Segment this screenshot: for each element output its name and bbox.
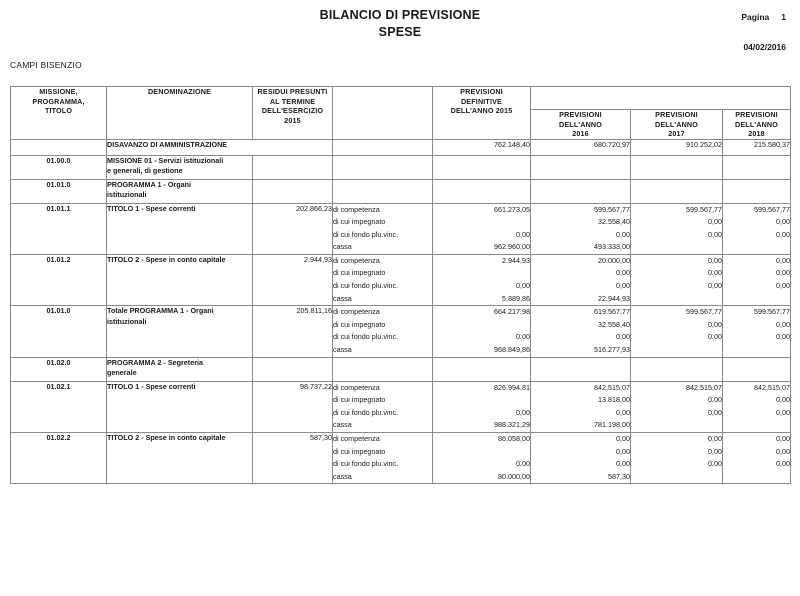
row-value-2016 bbox=[531, 155, 631, 179]
table-row bbox=[11, 357, 791, 381]
value-fondo-2016: 0,00 bbox=[616, 332, 630, 342]
value-cassa-2018 bbox=[723, 419, 790, 432]
row-code: 01.01.0 bbox=[11, 306, 107, 357]
value-impegnato-2017: 0,00 bbox=[708, 268, 722, 278]
col-2018-line1: PREVISIONI bbox=[735, 110, 778, 119]
value-competenza-2018: 842.515,07 bbox=[754, 382, 791, 392]
value-cassa-2018 bbox=[723, 293, 790, 306]
row-denominazione: DISAVANZO DI AMMINISTRAZIONE bbox=[107, 139, 333, 155]
value-competenza-definitive: 826.994,81 bbox=[494, 382, 530, 392]
value-competenza-2017: 599.567,77 bbox=[686, 307, 722, 317]
value-cassa-definitive: 988.321,29 bbox=[494, 420, 530, 430]
page-number: 1 bbox=[781, 12, 786, 22]
col-res-line4: 2015 bbox=[284, 115, 301, 125]
table-row bbox=[11, 203, 791, 254]
value-impegnato-2016: 32.558,40 bbox=[598, 217, 630, 227]
row-kind bbox=[333, 357, 433, 381]
col-2017-line3: 2017 bbox=[668, 129, 685, 138]
value-fondo-definitive: 0,00 bbox=[516, 459, 530, 469]
kind-competenza: di competenza bbox=[333, 434, 380, 443]
row-value-residui: 2.944,93 bbox=[253, 254, 333, 305]
value-fondo-2016: 0,00 bbox=[616, 407, 630, 417]
value-competenza-2017: 0,00 bbox=[708, 434, 722, 443]
value-fondo-2018: 0,00 bbox=[776, 407, 791, 417]
value-impegnato-2016: 32.558,40 bbox=[598, 319, 630, 329]
col-2018-line3: 2018 bbox=[748, 129, 765, 138]
column-header-kind-blank bbox=[333, 87, 433, 140]
kind-cassa: cassa bbox=[333, 471, 352, 481]
value-fondo-2018: 0,00 bbox=[776, 281, 791, 291]
value-competenza-2016: 842.515,07 bbox=[594, 382, 630, 392]
kind-impegnato: di cui impegnato bbox=[333, 319, 386, 329]
value-impegnato-2017: 0,00 bbox=[708, 217, 722, 227]
kind-competenza: di competenza bbox=[333, 382, 380, 392]
col-code-line3: TITOLO bbox=[44, 106, 73, 115]
value-fondo-2016: 0,00 bbox=[616, 281, 630, 291]
column-header-denominazione: DENOMINAZIONE bbox=[107, 87, 253, 140]
value-fondo-definitive: 0,00 bbox=[516, 332, 530, 342]
value-fondo-definitive: 0,00 bbox=[516, 281, 530, 291]
row-value-residui: 202.866,23 bbox=[253, 203, 333, 254]
row-values-2017 bbox=[631, 433, 723, 484]
kind-fondo: di cui fondo plu.vinc. bbox=[333, 459, 399, 469]
value-impegnato-2018: 0,00 bbox=[776, 217, 791, 227]
value-competenza-2016: 619.567,77 bbox=[594, 307, 630, 317]
table-header-row-top bbox=[11, 87, 791, 110]
column-header-year-2018 bbox=[723, 110, 791, 140]
row-denominazione-line2: istituzionali bbox=[107, 189, 147, 199]
table-row bbox=[11, 433, 791, 484]
row-values-2016 bbox=[531, 306, 631, 357]
row-values-2017 bbox=[631, 254, 723, 305]
value-cassa-2018 bbox=[723, 344, 790, 357]
row-value-residui bbox=[253, 155, 333, 179]
value-fondo-2017: 0,00 bbox=[708, 281, 722, 291]
value-cassa-2017 bbox=[631, 293, 722, 306]
col-2017-line2: DELL'ANNO bbox=[655, 119, 698, 129]
row-value-2018 bbox=[723, 179, 791, 203]
row-values-2018 bbox=[723, 433, 791, 484]
row-value-definitive: 762.148,40 bbox=[433, 139, 531, 155]
value-fondo-2017: 0,00 bbox=[708, 407, 722, 417]
kind-cassa: cassa bbox=[333, 345, 352, 355]
table-body bbox=[11, 139, 791, 484]
value-competenza-2018: 0,00 bbox=[776, 255, 791, 265]
value-impegnato-2018: 0,00 bbox=[776, 395, 791, 405]
value-competenza-2018: 599.567,77 bbox=[754, 204, 791, 214]
col-code-line1: MISSIONE, bbox=[39, 87, 78, 96]
value-cassa-definitive: 962.960,00 bbox=[494, 242, 530, 252]
row-values-2017 bbox=[631, 203, 723, 254]
col-def-line1: PREVISIONI bbox=[460, 87, 503, 96]
document-date: 04/02/2016 bbox=[743, 42, 786, 52]
value-impegnato-2016: 13.818,00 bbox=[598, 395, 630, 405]
value-competenza-2017: 0,00 bbox=[708, 255, 722, 265]
col-2018-line2: DELL'ANNO bbox=[735, 119, 778, 129]
entity-name: CAMPI BISENZIO bbox=[10, 60, 82, 70]
row-values-2018 bbox=[723, 306, 791, 357]
value-competenza-2016: 0,00 bbox=[616, 434, 630, 443]
row-value-residui: 98.737,22 bbox=[253, 381, 333, 432]
document-subtitle: SPESE bbox=[378, 25, 422, 39]
kind-competenza: di competenza bbox=[333, 307, 380, 317]
col-code-line2: PROGRAMMA, bbox=[32, 96, 85, 106]
col-res-line1: RESIDUI PRESUNTI bbox=[257, 87, 328, 96]
value-impegnato-2016: 0,00 bbox=[616, 268, 630, 278]
value-impegnato-2017: 0,00 bbox=[708, 395, 722, 405]
kind-fondo: di cui fondo plu.vinc. bbox=[333, 407, 399, 417]
kind-cassa: cassa bbox=[333, 420, 352, 430]
value-cassa-2016: 587,30 bbox=[608, 471, 630, 481]
row-code: 01.02.1 bbox=[11, 381, 107, 432]
budget-table bbox=[10, 86, 791, 484]
column-header-year-2017 bbox=[631, 110, 723, 140]
row-values-definitive bbox=[433, 203, 531, 254]
value-impegnato-2018: 0,00 bbox=[776, 319, 791, 329]
col-2016-line1: PREVISIONI bbox=[559, 110, 602, 119]
row-value-2018 bbox=[723, 155, 791, 179]
value-cassa-2018 bbox=[723, 241, 790, 254]
value-impegnato-2018: 0,00 bbox=[776, 268, 791, 278]
value-impegnato-2016: 0,00 bbox=[616, 446, 630, 456]
column-header-code bbox=[11, 87, 107, 140]
row-value-2016 bbox=[531, 179, 631, 203]
row-code: 01.00.0 bbox=[11, 155, 107, 179]
value-competenza-2017: 842.515,07 bbox=[686, 382, 722, 392]
value-fondo-2018: 0,00 bbox=[776, 229, 791, 239]
row-denominazione bbox=[107, 357, 253, 381]
column-header-previsioni-definitive bbox=[433, 87, 531, 140]
row-kind-stack bbox=[333, 203, 433, 254]
row-values-2016 bbox=[531, 433, 631, 484]
value-fondo-2017: 0,00 bbox=[708, 332, 722, 342]
kind-fondo: di cui fondo plu.vinc. bbox=[333, 281, 399, 291]
row-kind-stack bbox=[333, 433, 433, 484]
row-code: 01.02.2 bbox=[11, 433, 107, 484]
value-fondo-2018: 0,00 bbox=[776, 459, 791, 469]
value-cassa-2017 bbox=[631, 419, 722, 432]
value-competenza-definitive: 661.273,05 bbox=[494, 204, 530, 214]
kind-impegnato: di cui impegnato bbox=[333, 268, 386, 278]
kind-cassa: cassa bbox=[333, 293, 352, 303]
row-value-2017 bbox=[631, 357, 723, 381]
kind-competenza: di competenza bbox=[333, 204, 380, 214]
col-res-line3: DELL'ESERCIZIO bbox=[261, 106, 324, 115]
value-cassa-2016: 493.333,00 bbox=[594, 242, 630, 252]
value-competenza-2017: 599.567,77 bbox=[686, 204, 722, 214]
col-res-line2: AL TERMINE bbox=[269, 96, 316, 106]
row-values-definitive bbox=[433, 381, 531, 432]
kind-cassa: cassa bbox=[333, 242, 352, 252]
row-kind bbox=[333, 155, 433, 179]
row-kind bbox=[333, 179, 433, 203]
col-def-line3: DELL'ANNO 2015 bbox=[450, 106, 513, 115]
value-cassa-2018 bbox=[723, 471, 790, 484]
row-value-definitive bbox=[433, 179, 531, 203]
row-values-2018 bbox=[723, 381, 791, 432]
row-values-2016 bbox=[531, 254, 631, 305]
row-value-2016: 680.720,97 bbox=[531, 139, 631, 155]
row-kind-stack bbox=[333, 381, 433, 432]
row-value-2018 bbox=[723, 357, 791, 381]
row-denominazione bbox=[107, 306, 253, 357]
value-competenza-2018: 599.567,77 bbox=[754, 307, 791, 317]
value-impegnato-2017: 0,00 bbox=[708, 319, 722, 329]
row-value-definitive bbox=[433, 155, 531, 179]
value-fondo-definitive: 0,00 bbox=[516, 229, 530, 239]
row-denominazione: TITOLO 1 - Spese correnti bbox=[107, 381, 253, 432]
value-impegnato-definitive bbox=[433, 319, 530, 332]
row-value-residui: 587,30 bbox=[253, 433, 333, 484]
kind-impegnato: di cui impegnato bbox=[333, 217, 386, 227]
value-competenza-2016: 20.000,00 bbox=[598, 255, 630, 265]
value-cassa-2016: 781.198,00 bbox=[594, 420, 630, 430]
row-values-2018 bbox=[723, 203, 791, 254]
row-denominazione: TITOLO 2 - Spese in conto capitale bbox=[107, 254, 253, 305]
col-2016-line3: 2016 bbox=[572, 129, 589, 138]
value-competenza-2018: 0,00 bbox=[776, 434, 791, 443]
value-cassa-definitive: 80.000,00 bbox=[498, 471, 530, 481]
col-def-line2: DEFINITIVE bbox=[460, 96, 503, 106]
page-label-text: Pagina bbox=[741, 12, 770, 22]
column-header-year-2016 bbox=[531, 110, 631, 140]
value-fondo-definitive: 0,00 bbox=[516, 407, 530, 417]
row-value-2017 bbox=[631, 155, 723, 179]
row-value-residui bbox=[253, 179, 333, 203]
row-value-2018: 215.580,37 bbox=[723, 139, 791, 155]
value-impegnato-definitive bbox=[433, 394, 530, 407]
row-code: 01.01.0 bbox=[11, 179, 107, 203]
value-cassa-2017 bbox=[631, 241, 722, 254]
value-cassa-2016: 22.944,93 bbox=[598, 293, 630, 303]
row-values-definitive bbox=[433, 254, 531, 305]
value-cassa-2017 bbox=[631, 344, 722, 357]
row-code: 01.01.1 bbox=[11, 203, 107, 254]
row-kind-stack bbox=[333, 254, 433, 305]
value-impegnato-2018: 0,00 bbox=[776, 446, 791, 456]
row-values-2016 bbox=[531, 203, 631, 254]
kind-impegnato: di cui impegnato bbox=[333, 395, 386, 405]
row-value-2016 bbox=[531, 357, 631, 381]
kind-competenza: di competenza bbox=[333, 255, 380, 265]
value-fondo-2018: 0,00 bbox=[776, 332, 791, 342]
row-value-residui: 205.811,16 bbox=[253, 306, 333, 357]
row-denominazione bbox=[107, 155, 253, 179]
kind-impegnato: di cui impegnato bbox=[333, 446, 386, 456]
row-denominazione-line1: Totale PROGRAMMA 1 - Organi bbox=[107, 306, 214, 316]
row-denominazione-line1: PROGRAMMA 1 - Organi bbox=[107, 179, 191, 189]
table-row bbox=[11, 179, 791, 203]
value-cassa-definitive: 968.849,86 bbox=[494, 345, 530, 355]
row-denominazione: TITOLO 1 - Spese correnti bbox=[107, 203, 253, 254]
row-denominazione-line2: istituzionali bbox=[107, 316, 147, 326]
row-denominazione-line1: PROGRAMMA 2 - Segreteria bbox=[107, 357, 203, 367]
row-code: 01.01.2 bbox=[11, 254, 107, 305]
column-header-residui bbox=[253, 87, 333, 140]
value-impegnato-definitive bbox=[433, 446, 530, 459]
row-value-residui bbox=[253, 357, 333, 381]
table-row bbox=[11, 306, 791, 357]
row-code: 01.02.0 bbox=[11, 357, 107, 381]
row-code bbox=[11, 139, 107, 155]
row-denominazione-line2: e generali, di gestione bbox=[107, 165, 183, 175]
value-fondo-2017: 0,00 bbox=[708, 459, 722, 469]
row-values-2016 bbox=[531, 381, 631, 432]
row-value-definitive bbox=[433, 357, 531, 381]
row-values-2017 bbox=[631, 306, 723, 357]
row-denominazione-line1: MISSIONE 01 - Servizi istituzionali bbox=[107, 155, 224, 165]
value-competenza-definitive: 664.217,98 bbox=[494, 307, 530, 317]
table-header bbox=[11, 87, 791, 140]
kind-fondo: di cui fondo plu.vinc. bbox=[333, 332, 399, 342]
col-2016-line2: DELL'ANNO bbox=[559, 119, 602, 129]
value-impegnato-definitive bbox=[433, 216, 530, 229]
row-denominazione bbox=[107, 179, 253, 203]
value-cassa-definitive: 5.889,86 bbox=[502, 293, 530, 303]
row-denominazione: TITOLO 2 - Spese in conto capitale bbox=[107, 433, 253, 484]
table-row bbox=[11, 381, 791, 432]
row-kind bbox=[333, 139, 433, 155]
value-impegnato-2017: 0,00 bbox=[708, 446, 722, 456]
page-header bbox=[0, 0, 800, 84]
row-values-2018 bbox=[723, 254, 791, 305]
value-competenza-definitive: 2.944,93 bbox=[502, 255, 530, 265]
value-competenza-definitive: 86.058,00 bbox=[498, 434, 530, 443]
value-cassa-2016: 516.277,93 bbox=[594, 345, 630, 355]
row-value-2017 bbox=[631, 179, 723, 203]
row-values-2017 bbox=[631, 381, 723, 432]
table-row bbox=[11, 139, 791, 155]
table-row bbox=[11, 254, 791, 305]
kind-fondo: di cui fondo plu.vinc. bbox=[333, 229, 399, 239]
row-kind-stack bbox=[333, 306, 433, 357]
row-values-definitive bbox=[433, 306, 531, 357]
page-indicator bbox=[741, 12, 786, 22]
value-fondo-2016: 0,00 bbox=[616, 229, 630, 239]
col-2017-line1: PREVISIONI bbox=[655, 110, 698, 119]
column-header-years-group bbox=[531, 87, 791, 110]
value-fondo-2017: 0,00 bbox=[708, 229, 722, 239]
row-denominazione-line2: generale bbox=[107, 368, 137, 378]
value-cassa-2017 bbox=[631, 471, 722, 484]
value-impegnato-definitive bbox=[433, 267, 530, 280]
document-title: BILANCIO DI PREVISIONE bbox=[319, 8, 481, 22]
value-fondo-2016: 0,00 bbox=[616, 459, 630, 469]
row-value-2017: 910.252,02 bbox=[631, 139, 723, 155]
row-values-definitive bbox=[433, 433, 531, 484]
table-row bbox=[11, 155, 791, 179]
value-competenza-2016: 599.567,77 bbox=[594, 204, 630, 214]
